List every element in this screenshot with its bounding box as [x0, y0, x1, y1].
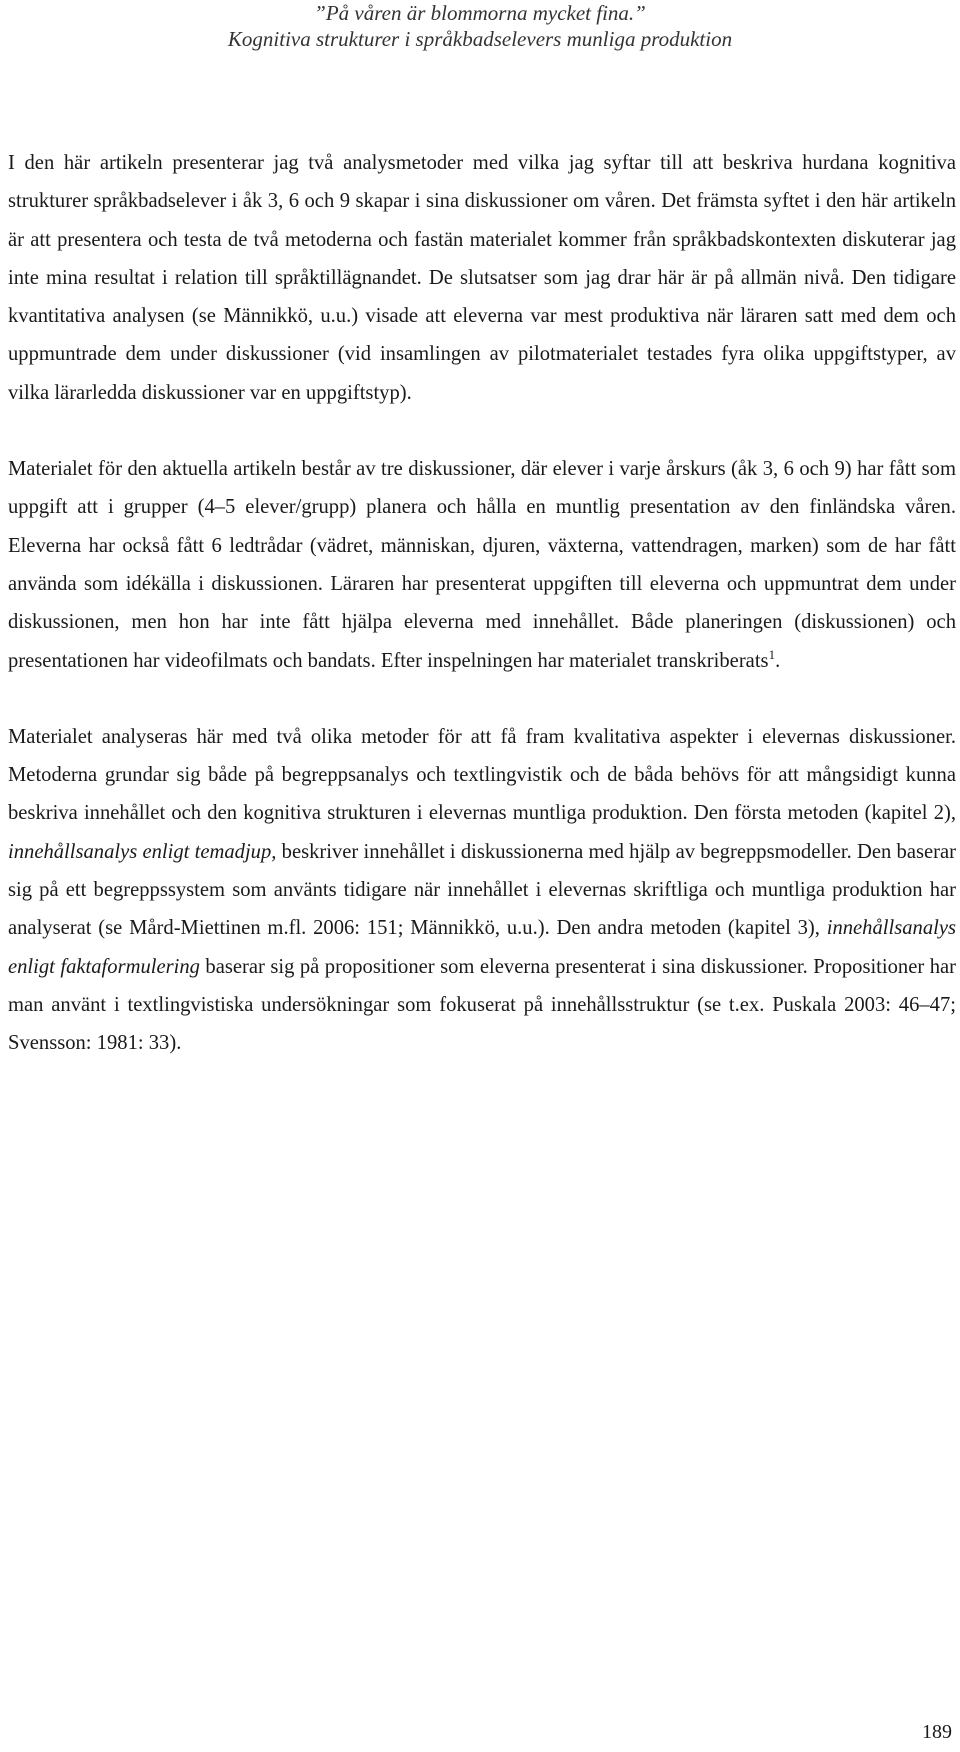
methods-text-part-1: Materialet analyseras här med två olika metoder för att få fram kvalitativa aspekter i elevernas diskussioner. Metoderna grundar sig både på begreppsanalys och textlingvistik och de båda behövs för att mångsidigt kunna beskriva innehållet och den kognitiva strukturen i elevernas muntliga produktion. Den första metoden (kapitel 2),: [8, 725, 956, 825]
paragraph-intro: I den här artikeln presenterar jag två analysmetoder med vilka jag syftar till att beskriva hurdana kognitiva strukturer språkbadselever i åk 3, 6 och 9 skapar i sina diskussioner om våren. Det främsta syftet i den här artikeln är att presentera och testa de två metoderna och fastän materialet kommer från språkbadskontexten diskuterar jag inte mina resultat i relation till språktillägnandet. De slutsatser som jag drar här är på allmän nivå. Den tidigare kvantitativa analysen (se Männikkö, u.u.) visade att eleverna var mest produktiva när läraren satt med dem och uppmuntrade dem under diskussioner (vid insamlingen av pilotmaterialet testades fyra olika uppgiftstyper, av vilka lärarledda diskussioner var en uppgiftstyp).: [8, 152, 956, 404]
methods-text-part-3: baserar sig på propositioner som eleverna presenterat i sina diskussioner. Propositioner har man använt i textlingvistiska undersökningar som fokuserat på innehållsstruktur (se t.ex. Puskala 2003: 46–47; Svensson: 1981: 33).: [8, 955, 956, 1055]
paragraph-methods: [8, 718, 956, 1063]
running-header: [0, 0, 960, 52]
paragraph-material-end: .: [775, 649, 781, 672]
method-two-name: innehållsanalys enligt faktaformulering: [8, 917, 956, 978]
page-number: 189: [922, 1721, 952, 1743]
header-article-title: Kognitiva strukturer i språkbadselevers munliga produktion: [227, 27, 733, 51]
footnote-marker: 1: [768, 646, 776, 662]
paragraph-material-text: Materialet för den aktuella artikeln består av tre diskussioner, där elever i varje årskurs (åk 3, 6 och 9) har fått som uppgift att i grupper (4–5 elever/grupp) planera och hålla en muntlig presentation av den finländska våren. Eleverna har också fått 6 ledtrådar (vädret, människan, djuren, växterna, vattendragen, marken) som de har fått använda som idékälla i diskussionen. Läraren har presenterat uppgiften till eleverna och uppmuntrat dem under diskussionen, men hon har inte fått hjälpa eleverna med innehållet. Både planeringen (diskussionen) och presentationen har videofilmats och bandats. Efter inspelningen har materialet transkriberats: [8, 458, 956, 672]
method-one-name: innehållsanalys enligt temadjup,: [8, 840, 277, 863]
paragraph-material: [8, 450, 956, 680]
article-body: [8, 144, 956, 1063]
header-quote-title: ”På våren är blommorna mycket fina.”: [314, 1, 646, 25]
methods-text-part-2: beskriver innehållet i diskussionerna med hjälp av begreppsmodeller. Den baserar sig på ett begreppssystem som använts tidigare när innehållet i elevernas skriftliga och muntliga produktion har analyserat (se Mård-Miettinen m.fl. 2006: 151; Männikkö, u.u.). Den andra metoden (kapitel 3),: [8, 840, 956, 940]
